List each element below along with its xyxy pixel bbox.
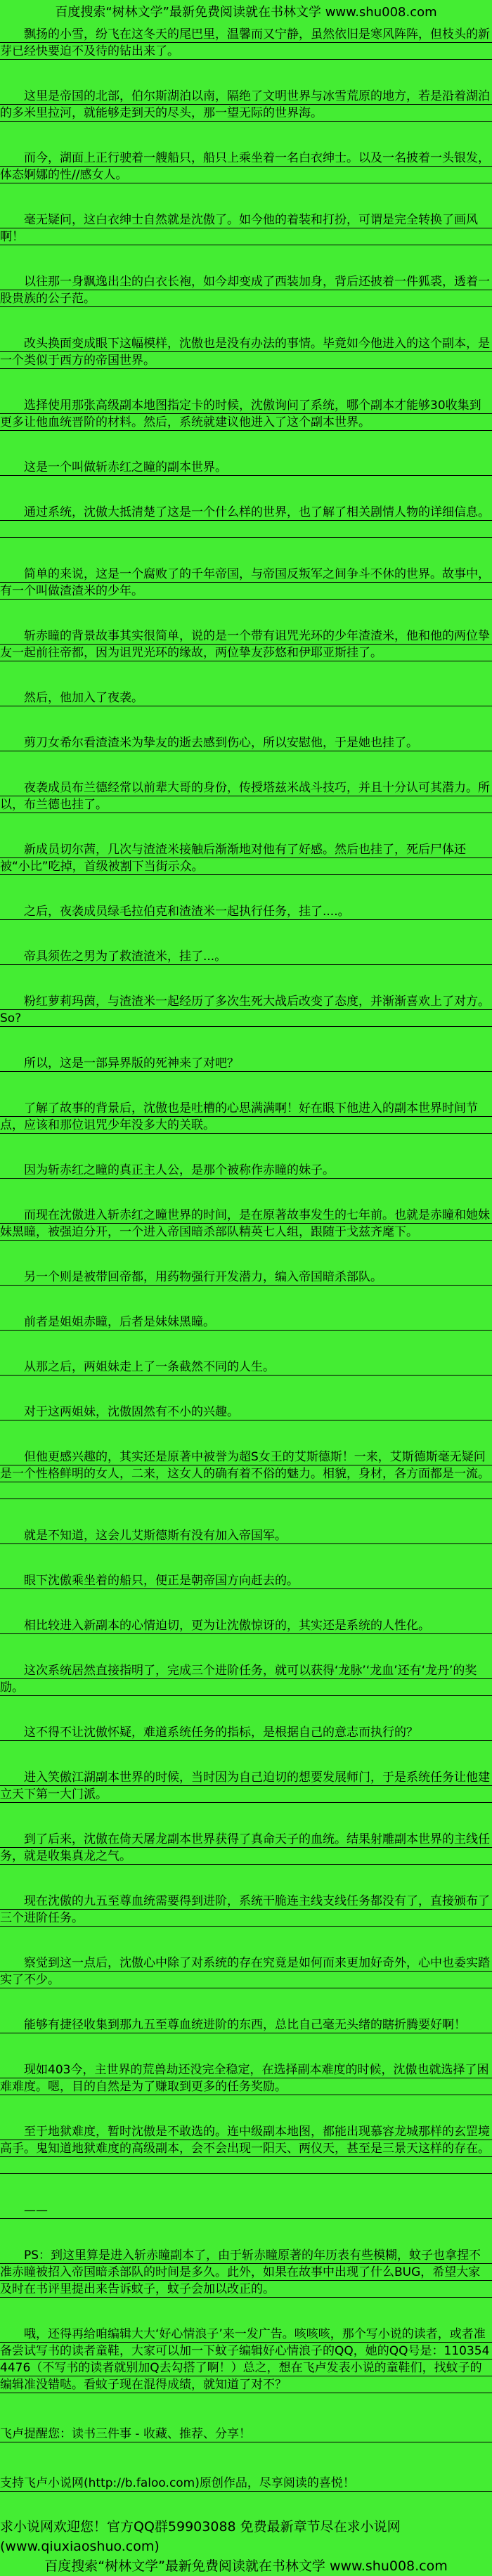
paragraph: 另一个则是被带回帝都，用药物强行开发潜力，编入帝国暗杀部队。 [0, 1269, 492, 1286]
faloo-reminder-note: 飞卢提醒您：读书三件事 - 收藏、推荐、分享！ [0, 2426, 492, 2442]
paragraph: 帝具须佐之男为了救渣渣米，挂了...。 [0, 948, 492, 965]
paragraph: 以往那一身飘逸出尘的白衣长袍，如今却变成了西装加身，背后还披着一件狐裘，透着一股贵族的公子范。 [0, 273, 492, 307]
paragraph: 了解了故事的背景后，沈傲也是吐槽的心思满满啊！好在眼下他进入的副本世界时间节点，应该和那位诅咒少年没多大的关联。 [0, 1100, 492, 1134]
paragraph: 对于这两姐妹，沈傲固然有不小的兴趣。 [0, 1404, 492, 1420]
paragraph: 哦，还得再给咱编辑大大‘好心情浪子’来一发广告。咳咳咳，那个写小说的读者，或者准备尝试写书的读者童鞋，大家可以加一下蚊子编辑好心情浪子的QQ，她的QQ号是：1103544476（不写书的读者就别加Q去勾搭了啊！）总之，想在飞卢发表小说的童鞋们，找蚊子的编辑准没错哒。看蚊子现在混得成绩，就知道了对不？ [0, 2326, 492, 2393]
paragraph: 这是一个叫做斩赤红之瞳的副本世界。 [0, 459, 492, 476]
paragraph: 改头换面变成眼下这幅模样，沈傲也是没有办法的事情。毕竟如今他进入的这个副本，是一个类似于西方的帝国世界。 [0, 335, 492, 369]
paragraph: 能够有捷径收集到那九五至尊血统进阶的东西，总比自己毫无头绪的瞎折腾要好啊！ [0, 2017, 492, 2033]
paragraph: 通过系统，沈傲大抵清楚了这是一个什么样的世界，也了解了相关剧情人物的详细信息。 [0, 504, 492, 538]
qiuxiaoshuo-promo-line: 求小说网欢迎您！官方QQ群59903088 免费最新章节尽在求小说网(www.qiuxiaoshuo.com) [0, 2519, 401, 2554]
paragraph: 到了后来，沈傲在倚天屠龙副本世界获得了真命天子的血统。结果射雕副本世界的主线任务，就是收集真龙之气。 [0, 1831, 492, 1865]
faloo-support-note: 支持飞卢小说网(http://b.faloo.com)原创作品，尽享阅读的喜悦！ [0, 2475, 492, 2492]
paragraph: 毫无疑问，这白衣绅士自然就是沈傲了。如今他的着装和打扮，可谓是完全转换了画风啊！ [0, 212, 492, 245]
paragraph: 现在沈傲的九五至尊血统需要得到进阶，系统干脆连主线支线任务都没有了，直接颁布了三个进阶任务。 [0, 1893, 492, 1927]
paragraph: 这次系统居然直接指明了，完成三个进阶任务，就可以获得‘龙脉’‘龙血’还有‘龙丹’的奖励。 [0, 1662, 492, 1696]
paragraph: 简单的来说，这是一个腐败了的千年帝国，与帝国反叛军之间争斗不休的世界。故事中，有一个叫做渣渣米的少年。 [0, 566, 492, 600]
paragraph: 而今，湖面上正行驶着一艘船只，船只上乘坐着一名白衣绅士。以及一名披着一头银发，体态婀娜的性//感女人。 [0, 150, 492, 183]
bottom-promo-banner: 百度搜索“树林文学”最新免费阅读就在书林文学 www.shu008.com [44, 2558, 448, 2574]
paragraph: 现如403今，主世界的荒兽劫还没完全稳定，在选择副本难度的时候，沈傲也就选择了困难难度。嗯，目的自然是为了赚取到更多的任务奖励。 [0, 2062, 492, 2095]
paragraph: 剪刀女希尔看渣渣米为挚友的逝去感到伤心，所以安慰他，于是她也挂了。 [0, 734, 492, 751]
paragraph: PS：到这里算是进入斩赤瞳副本了，由于斩赤瞳原著的年历表有些模糊，蚊子也拿捏不准赤瞳被招入帝国暗杀部队的时间是多久。此外，如果在故事中出现了什么BUG，希望大家及时在书评里提出来告诉蚊子，蚊子会加以改正的。 [0, 2247, 492, 2298]
paragraph: 之后，夜袭成员绿毛拉伯克和渣渣米一起执行任务，挂了....。 [0, 903, 492, 920]
novel-text [0, 26, 492, 2393]
paragraph: 所以，这是一部异界版的死神来了对吧？ [0, 1055, 492, 1072]
paragraph: 相比较进入新副本的心情迫切，更为让沈傲惊讶的，其实还是系统的人性化。 [0, 1617, 492, 1634]
paragraph: 前者是姐姐赤瞳，后者是妹妹黑瞳。 [0, 1314, 492, 1331]
site-footer [0, 2517, 492, 2576]
paragraph: 因为斩赤红之瞳的真正主人公，是那个被称作赤瞳的妹子。 [0, 1162, 492, 1179]
paragraph: —— [0, 2202, 492, 2219]
paragraph: 眼下沈傲乘坐着的船只，便正是朝帝国方向赶去的。 [0, 1572, 492, 1589]
paragraph: 夜袭成员布兰德经常以前辈大哥的身份，传授塔兹米战斗技巧，并且十分认可其潜力。所以，布兰德也挂了。 [0, 779, 492, 813]
paragraph: 选择使用那张高级副本地图指定卡的时候，沈傲询问了系统，哪个副本才能够30收集到更多让他血统晋阶的材料。然后，系统就建议他进入了这个副本世界。 [0, 397, 492, 431]
paragraph: 就是不知道，这会儿艾斯德斯有没有加入帝国军。 [0, 1527, 492, 1544]
paragraph: 至于地狱难度，暂时沈傲是不敢选的。连中级副本地图，都能出现慕容龙城那样的玄罡境高手。鬼知道地狱难度的高级副本，会不会出现一阳天、两仪天，甚至是三景天这样的存在。 [0, 2123, 492, 2174]
paragraph: 从那之后，两姐妹走上了一条截然不同的人生。 [0, 1359, 492, 1376]
top-promo-banner: 百度搜索“树林文学”最新免费阅读就在书林文学 www.shu008.com [55, 5, 437, 20]
paragraph: 然后，他加入了夜袭。 [0, 690, 492, 706]
paragraph: 但他更感兴趣的，其实还是原著中被誉为超S女王的艾斯德斯！一来，艾斯德斯毫无疑问是一个性格鲜明的女人，二来，这女人的确有着不俗的魅力。相貌，身材，各方面都是一流。 [0, 1449, 492, 1499]
paragraph: 飘扬的小雪，纷飞在这冬天的尾巴里，温馨而又宁静，虽然依旧是寒风阵阵，但枝头的新芽已经快要迫不及待的钻出来了。 [0, 26, 492, 60]
paragraph: 而现在沈傲进入斩赤红之瞳世界的时间，是在原著故事发生的七年前。也就是赤瞳和她妹妹黑瞳，被强迫分开，一个进入帝国暗杀部队精英七人组，跟随于戈兹齐麾下。 [0, 1207, 492, 1241]
paragraph: 察觉到这一点后，沈傲心中除了对系统的存在究竟是如何而来更加好奇外，心中也委实踏实了不少。 [0, 1955, 492, 1988]
paragraph: 这不得不让沈傲怀疑，难道系统任务的指标，是根据自己的意志而执行的？ [0, 1724, 492, 1741]
paragraph: 粉红萝莉玛茵，与渣渣米一起经历了多次生死大战后改变了态度，并渐渐喜欢上了对方。So? [0, 993, 492, 1027]
paragraph: 进入笑傲江湖副本世界的时候，当时因为自己迫切的想要发展师门，于是系统任务让他建立天下第一大门派。 [0, 1769, 492, 1803]
paragraph: 新成员切尔茜，几次与渣渣米接触后渐渐地对他有了好感。然后也挂了，死后尸体还被“小比”吃掉，首级被割下当街示众。 [0, 841, 492, 875]
paragraph: 这里是帝国的北部，伯尔斯湖泊以南，隔绝了文明世界与冰雪荒原的地方，若是沿着湖泊的多米里拉河，就能够走到天的尽头，那一望无际的世界海。 [0, 88, 492, 122]
paragraph: 斩赤瞳的背景故事其实很简单，说的是一个带有诅咒光环的少年渣渣米，他和他的两位挚友一起前往帝都，因为诅咒光环的缘故，两位挚友莎悠和伊耶亚斯挂了。 [0, 628, 492, 661]
